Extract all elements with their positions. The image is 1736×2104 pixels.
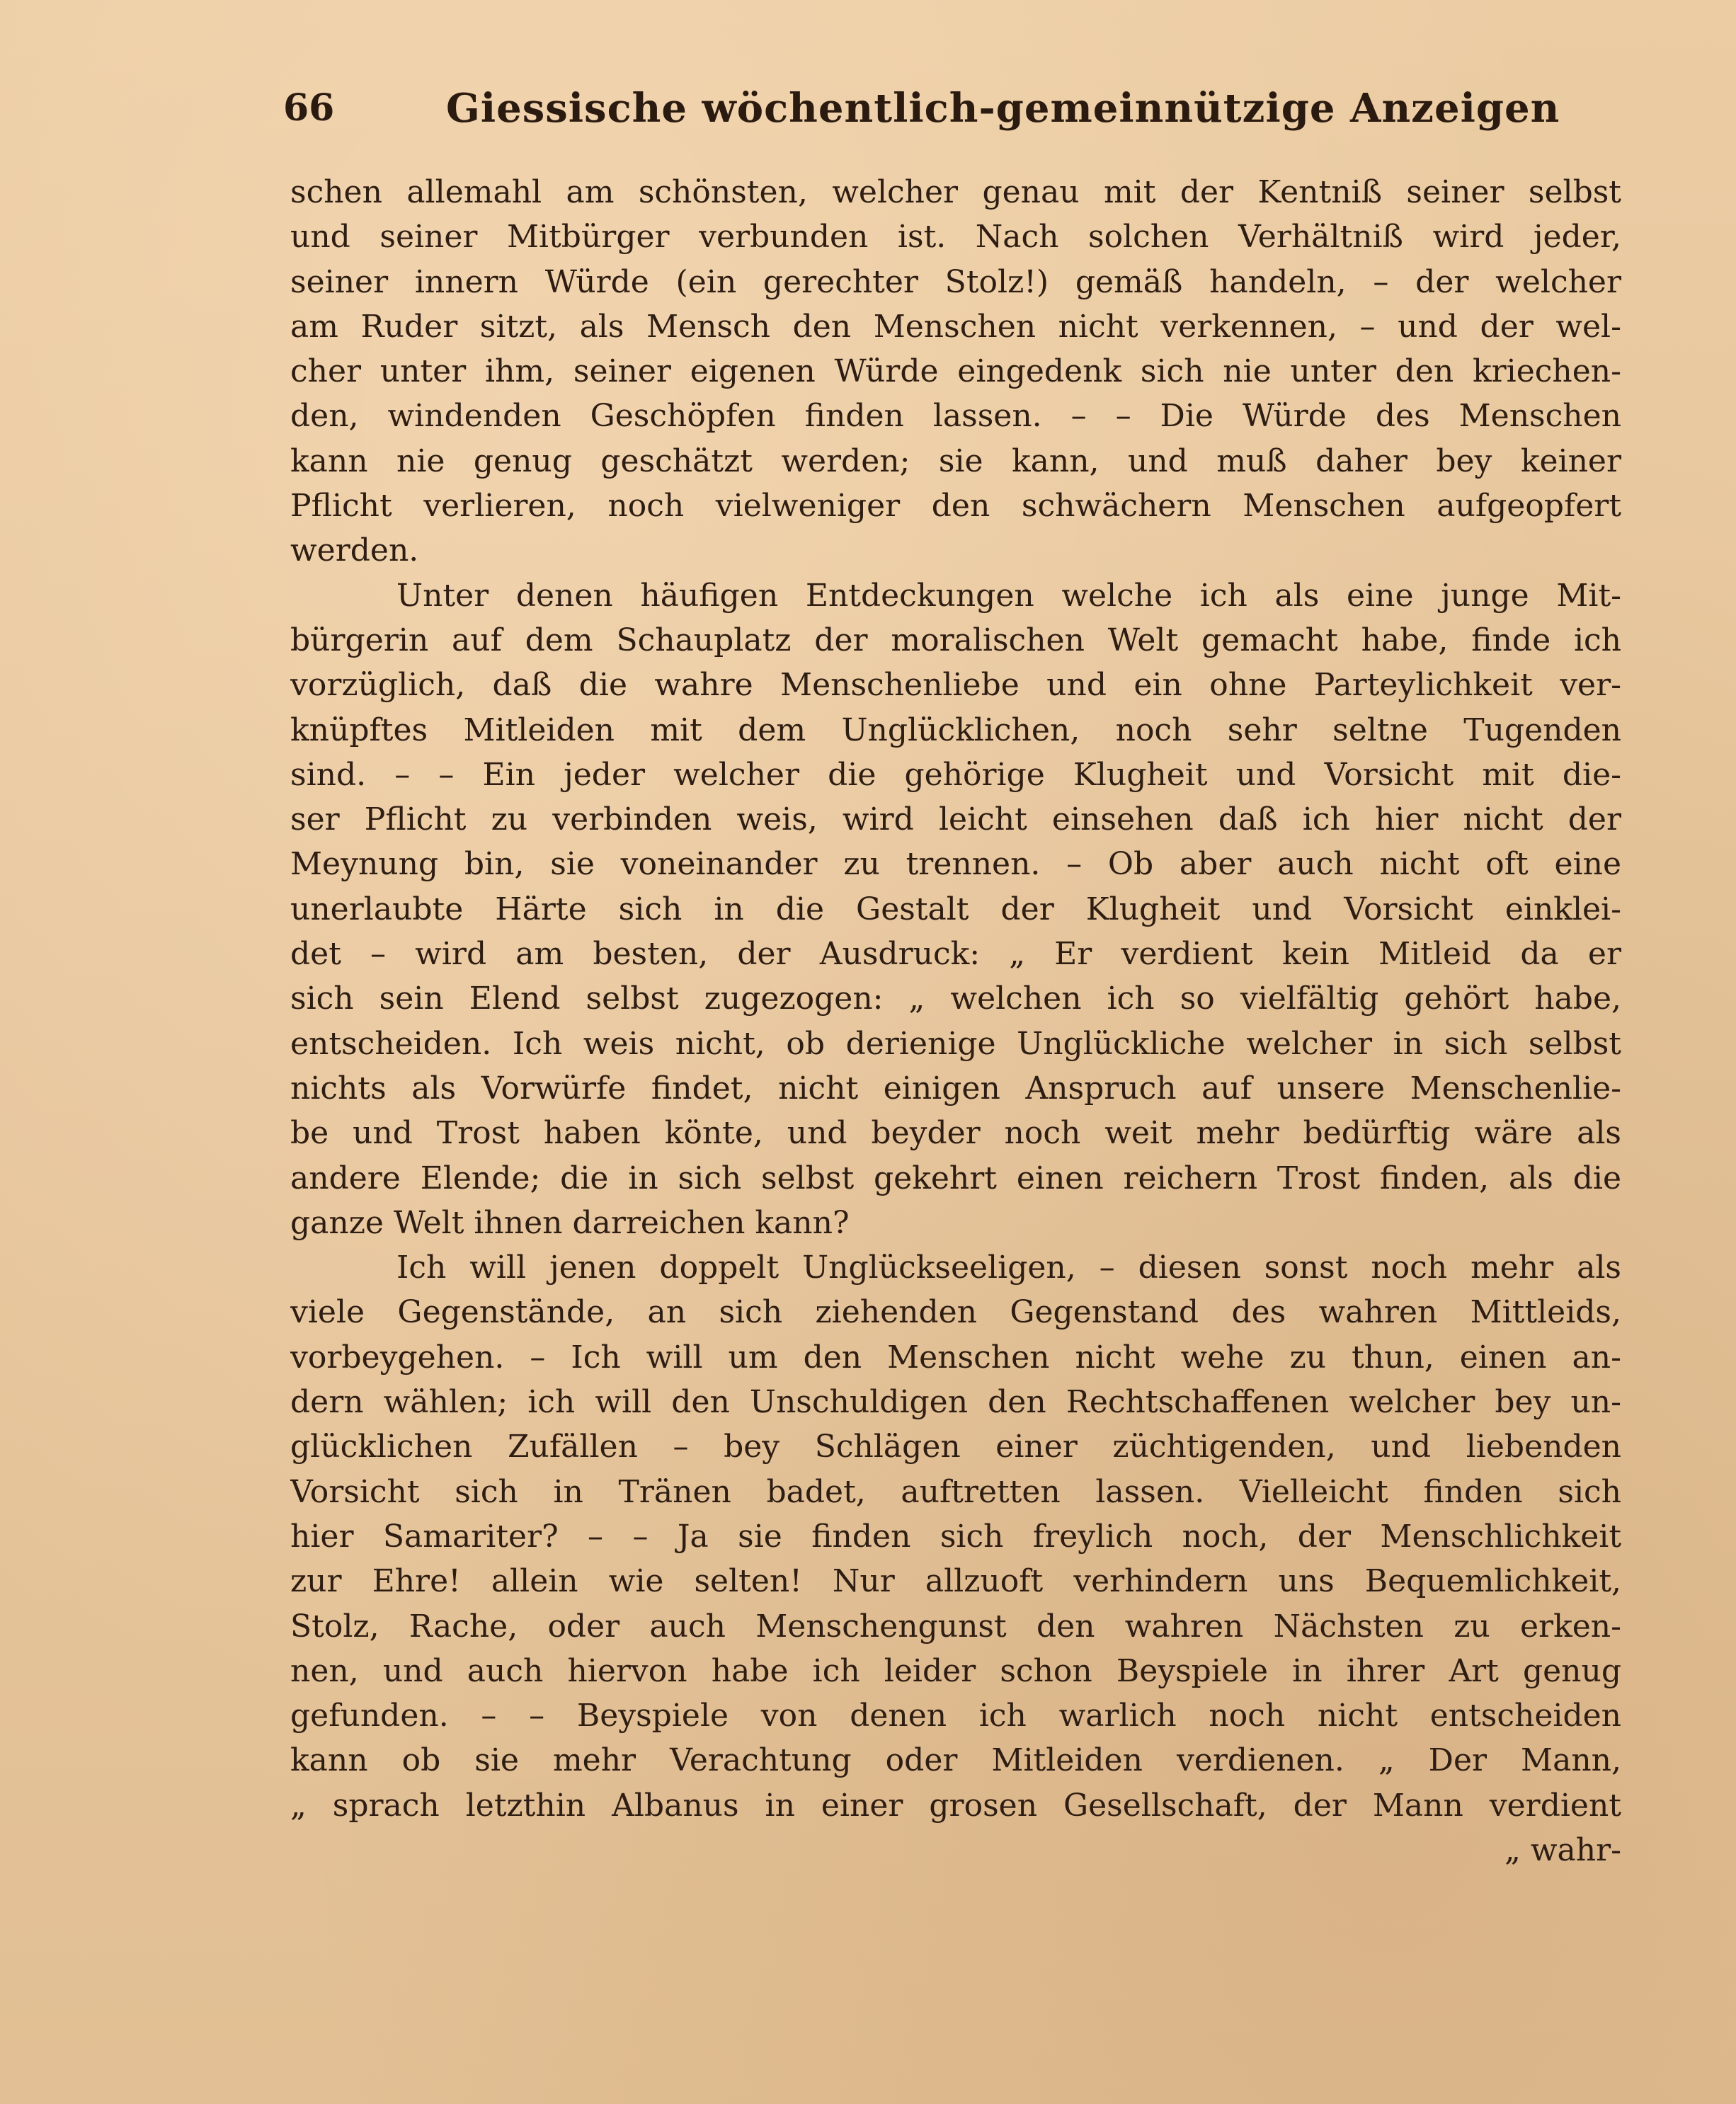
- text-line: seiner innern Würde (ein gerechter Stolz!) gemäß handeln, – der welcher: [290, 263, 1621, 300]
- paragraph-start-line: Unter denen häufigen Entdeckungen welche ich als eine junge Mit-: [396, 577, 1621, 614]
- text-line: sind. – – Ein jeder welcher die gehörige Klugheit und Vorsicht mit die-: [290, 756, 1621, 793]
- text-line: ser Pflicht zu verbinden weis, wird leicht einsehen daß ich hier nicht der: [290, 801, 1621, 838]
- running-title: Giessische wöchentlich-gemeinnützige Anzeigen: [446, 85, 1560, 132]
- text-line: knüpftes Mitleiden mit dem Unglücklichen, noch sehr seltne Tugenden: [290, 711, 1621, 748]
- text-line: dern wählen; ich will den Unschuldigen den Rechtschaffenen welcher bey un-: [290, 1384, 1621, 1421]
- text-line: Meynung bin, sie voneinander zu trennen. – Ob aber auch nicht oft eine: [290, 846, 1621, 883]
- text-line: den, windenden Geschöpfen finden lassen. – – Die Würde des Menschen: [290, 398, 1621, 435]
- text-line: entscheiden. Ich weis nicht, ob derienige Unglückliche welcher in sich selbst: [290, 1025, 1621, 1062]
- catchword: „ wahr-: [1504, 1831, 1621, 1868]
- text-line: be und Trost haben könte, und beyder noch weit mehr bedürftig wäre als: [290, 1115, 1621, 1152]
- text-line: vorzüglich, daß die wahre Menschenliebe und ein ohne Parteylichkeit ver-: [290, 667, 1621, 704]
- text-line: vorbeygehen. – Ich will um den Menschen nicht wehe zu thun, einen an-: [290, 1339, 1621, 1376]
- paragraph-start-line: Ich will jenen doppelt Unglückseeligen, – diesen sonst noch mehr als: [396, 1250, 1621, 1286]
- body-text: [290, 170, 1621, 1873]
- text-line: kann nie genug geschätzt werden; sie kann, und muß daher bey keiner: [290, 442, 1621, 479]
- text-line: Vorsicht sich in Tränen badet, auftretten lassen. Vielleicht finden sich: [290, 1473, 1621, 1510]
- text-line: und seiner Mitbürger verbunden ist. Nach solchen Verhältniß wird jeder,: [290, 219, 1621, 256]
- text-line: cher unter ihm, seiner eigenen Würde eingedenk sich nie unter den kriechen-: [290, 353, 1621, 390]
- text-line: kann ob sie mehr Verachtung oder Mitleiden verdienen. „ Der Mann,: [290, 1742, 1621, 1779]
- text-line: viele Gegenstände, an sich ziehenden Gegenstand des wahren Mittleids,: [290, 1294, 1621, 1331]
- text-line: „ sprach letzthin Albanus in einer grosen Gesellschaft, der Mann verdient: [290, 1787, 1621, 1824]
- text-line: Stolz, Rache, oder auch Menschengunst den wahren Nächsten zu erken-: [290, 1608, 1621, 1645]
- text-line: bürgerin auf dem Schauplatz der moralischen Welt gemacht habe, finde ich: [290, 622, 1621, 658]
- text-line: det – wird am besten, der Ausdruck: „ Er verdient kein Mitleid da er: [290, 936, 1621, 973]
- text-line: werden.: [290, 532, 419, 569]
- text-line: nichts als Vorwürfe findet, nicht einigen Anspruch auf unsere Menschenlie-: [290, 1070, 1621, 1107]
- text-line: sich sein Elend selbst zugezogen: „ welchen ich so vielfältig gehört habe,: [290, 980, 1621, 1017]
- text-line: schen allemahl am schönsten, welcher genau mit der Kentniß seiner selbst: [290, 174, 1621, 210]
- text-line: gefunden. – – Beyspiele von denen ich warlich noch nicht entscheiden: [290, 1698, 1621, 1734]
- text-line: hier Samariter? – – Ja sie finden sich freylich noch, der Menschlichkeit: [290, 1518, 1621, 1555]
- text-line: andere Elende; die in sich selbst gekehrt einen reichern Trost finden, als die: [290, 1160, 1621, 1196]
- text-line: am Ruder sitzt, als Mensch den Menschen nicht verkennen, – und der wel-: [290, 308, 1621, 345]
- text-line: ganze Welt ihnen darreichen kann?: [290, 1204, 850, 1241]
- page-header: [283, 76, 1628, 140]
- text-line: zur Ehre! allein wie selten! Nur allzuoft verhindern uns Bequemlichkeit,: [290, 1563, 1621, 1600]
- text-line: unerlaubte Härte sich in die Gestalt der Klugheit und Vorsicht einklei-: [290, 891, 1621, 927]
- text-line: glücklichen Zufällen – bey Schlägen einer züchtigenden, und liebenden: [290, 1429, 1621, 1465]
- page-number: 66: [283, 86, 335, 130]
- text-line: nen, und auch hiervon habe ich leider schon Beyspiele in ihrer Art genug: [290, 1652, 1621, 1689]
- text-line: Pflicht verlieren, noch vielweniger den schwächern Menschen aufgeopfert: [290, 488, 1621, 525]
